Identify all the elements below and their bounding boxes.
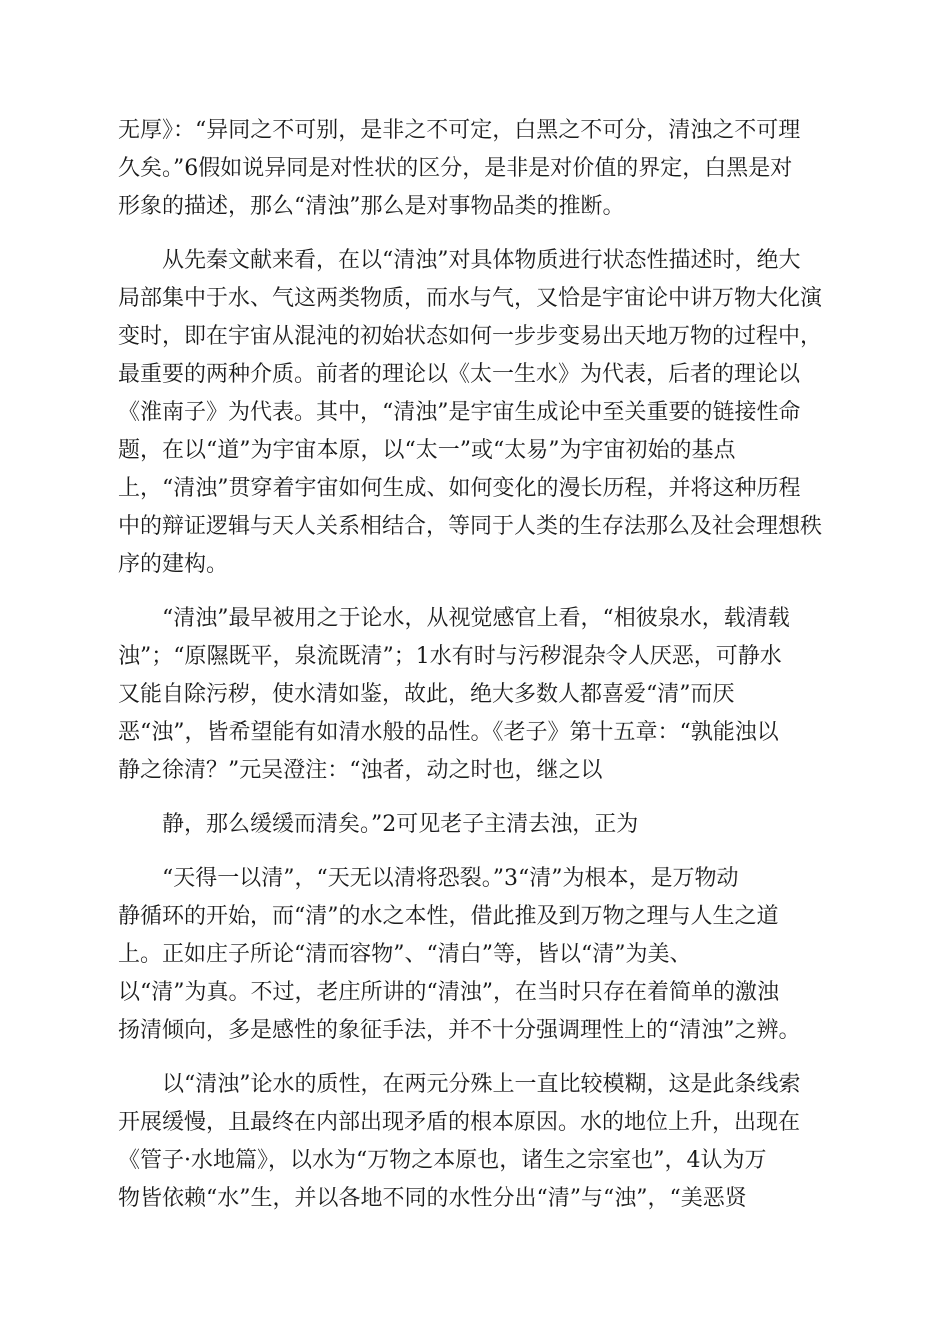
text-line: 序的建构。	[118, 552, 229, 577]
text-line: 以“清浊”论水的质性，在两元分殊上一直比较模糊，这是此条线索	[162, 1072, 801, 1097]
text-line: 题，在以“道”为宇宙本原，以“太一”或“太易”为宇宙初始的基点	[118, 438, 736, 463]
text-line: 静循环的开始，而“清”的水之本性，借此推及到万物之理与人生之道	[118, 904, 779, 929]
text-line: 从先秦文献来看，在以“清浊”对具体物质进行状态性描述时，绝大	[162, 248, 801, 273]
text-line: 无厚》：“异同之不可别，是非之不可定，白黑之不可分，清浊之不可理	[118, 118, 801, 143]
text-line: 中的辩证逻辑与天人关系相结合，等同于人类的生存法那么及社会理想秩	[118, 514, 823, 539]
text-line: 开展缓慢，且最终在内部出现矛盾的根本原因。水的地位上升，出现在	[118, 1110, 801, 1135]
text-line: 上。正如庄子所论“清而容物”、“清白”等，皆以“清”为美、	[118, 942, 692, 967]
text-line: 恶“浊”，皆希望能有如清水般的品性。《老子》第十五章：“孰能浊以	[118, 720, 779, 745]
text-line: 浊”；“原隰既平，泉流既清”；1水有时与污秽混杂令人厌恶，可静水	[118, 644, 782, 669]
text-line: “天得一以清”，“天无以清将恐裂。”3“清”为根本，是万物动	[162, 866, 739, 891]
text-line: 又能自除污秽，使水清如鉴，故此，绝大多数人都喜爱“清”而厌	[118, 682, 735, 707]
text-line: 静之徐清？”元吴澄注：“浊者，动之时也，继之以	[118, 758, 603, 783]
text-line: 扬清倾向，多是感性的象征手法，并不十分强调理性上的“清浊”之辨。	[118, 1018, 801, 1043]
text-line: 物皆依赖“水”生，并以各地不同的水性分出“清”与“浊”，“美恶贤	[118, 1186, 747, 1211]
text-line: 上，“清浊”贯穿着宇宙如何生成、如何变化的漫长历程，并将这种历程	[118, 476, 801, 501]
text-line: “清浊”最早被用之于论水，从视觉感官上看，“相彼泉水，载清载	[162, 606, 790, 631]
text-line: 《淮南子》为代表。其中，“清浊”是宇宙生成论中至关重要的链接性命	[118, 400, 801, 425]
text-line: 静，那么缓缓而清矣。”2可见老子主清去浊，正为	[162, 812, 639, 837]
text-line: 《管子·水地篇》，以水为“万物之本原也，诸生之宗室也”，4认为万	[118, 1148, 767, 1173]
text-line: 最重要的两种介质。前者的理论以《太一生水》为代表，后者的理论以	[118, 362, 801, 387]
text-line: 以“清”为真。不过，老庄所讲的“清浊”，在当时只存在着简单的激浊	[118, 980, 779, 1005]
text-line: 久矣。”6假如说异同是对性状的区分，是非是对价值的界定，白黑是对	[118, 156, 793, 181]
text-line: 局部集中于水、气这两类物质，而水与气，又恰是宇宙论中讲万物大化演	[118, 286, 823, 311]
text-line: 形象的描述，那么“清浊”那么是对事物品类的推断。	[118, 194, 625, 219]
text-line: 变时，即在宇宙从混沌的初始状态如何一步步变易出天地万物的过程中，	[118, 324, 823, 349]
